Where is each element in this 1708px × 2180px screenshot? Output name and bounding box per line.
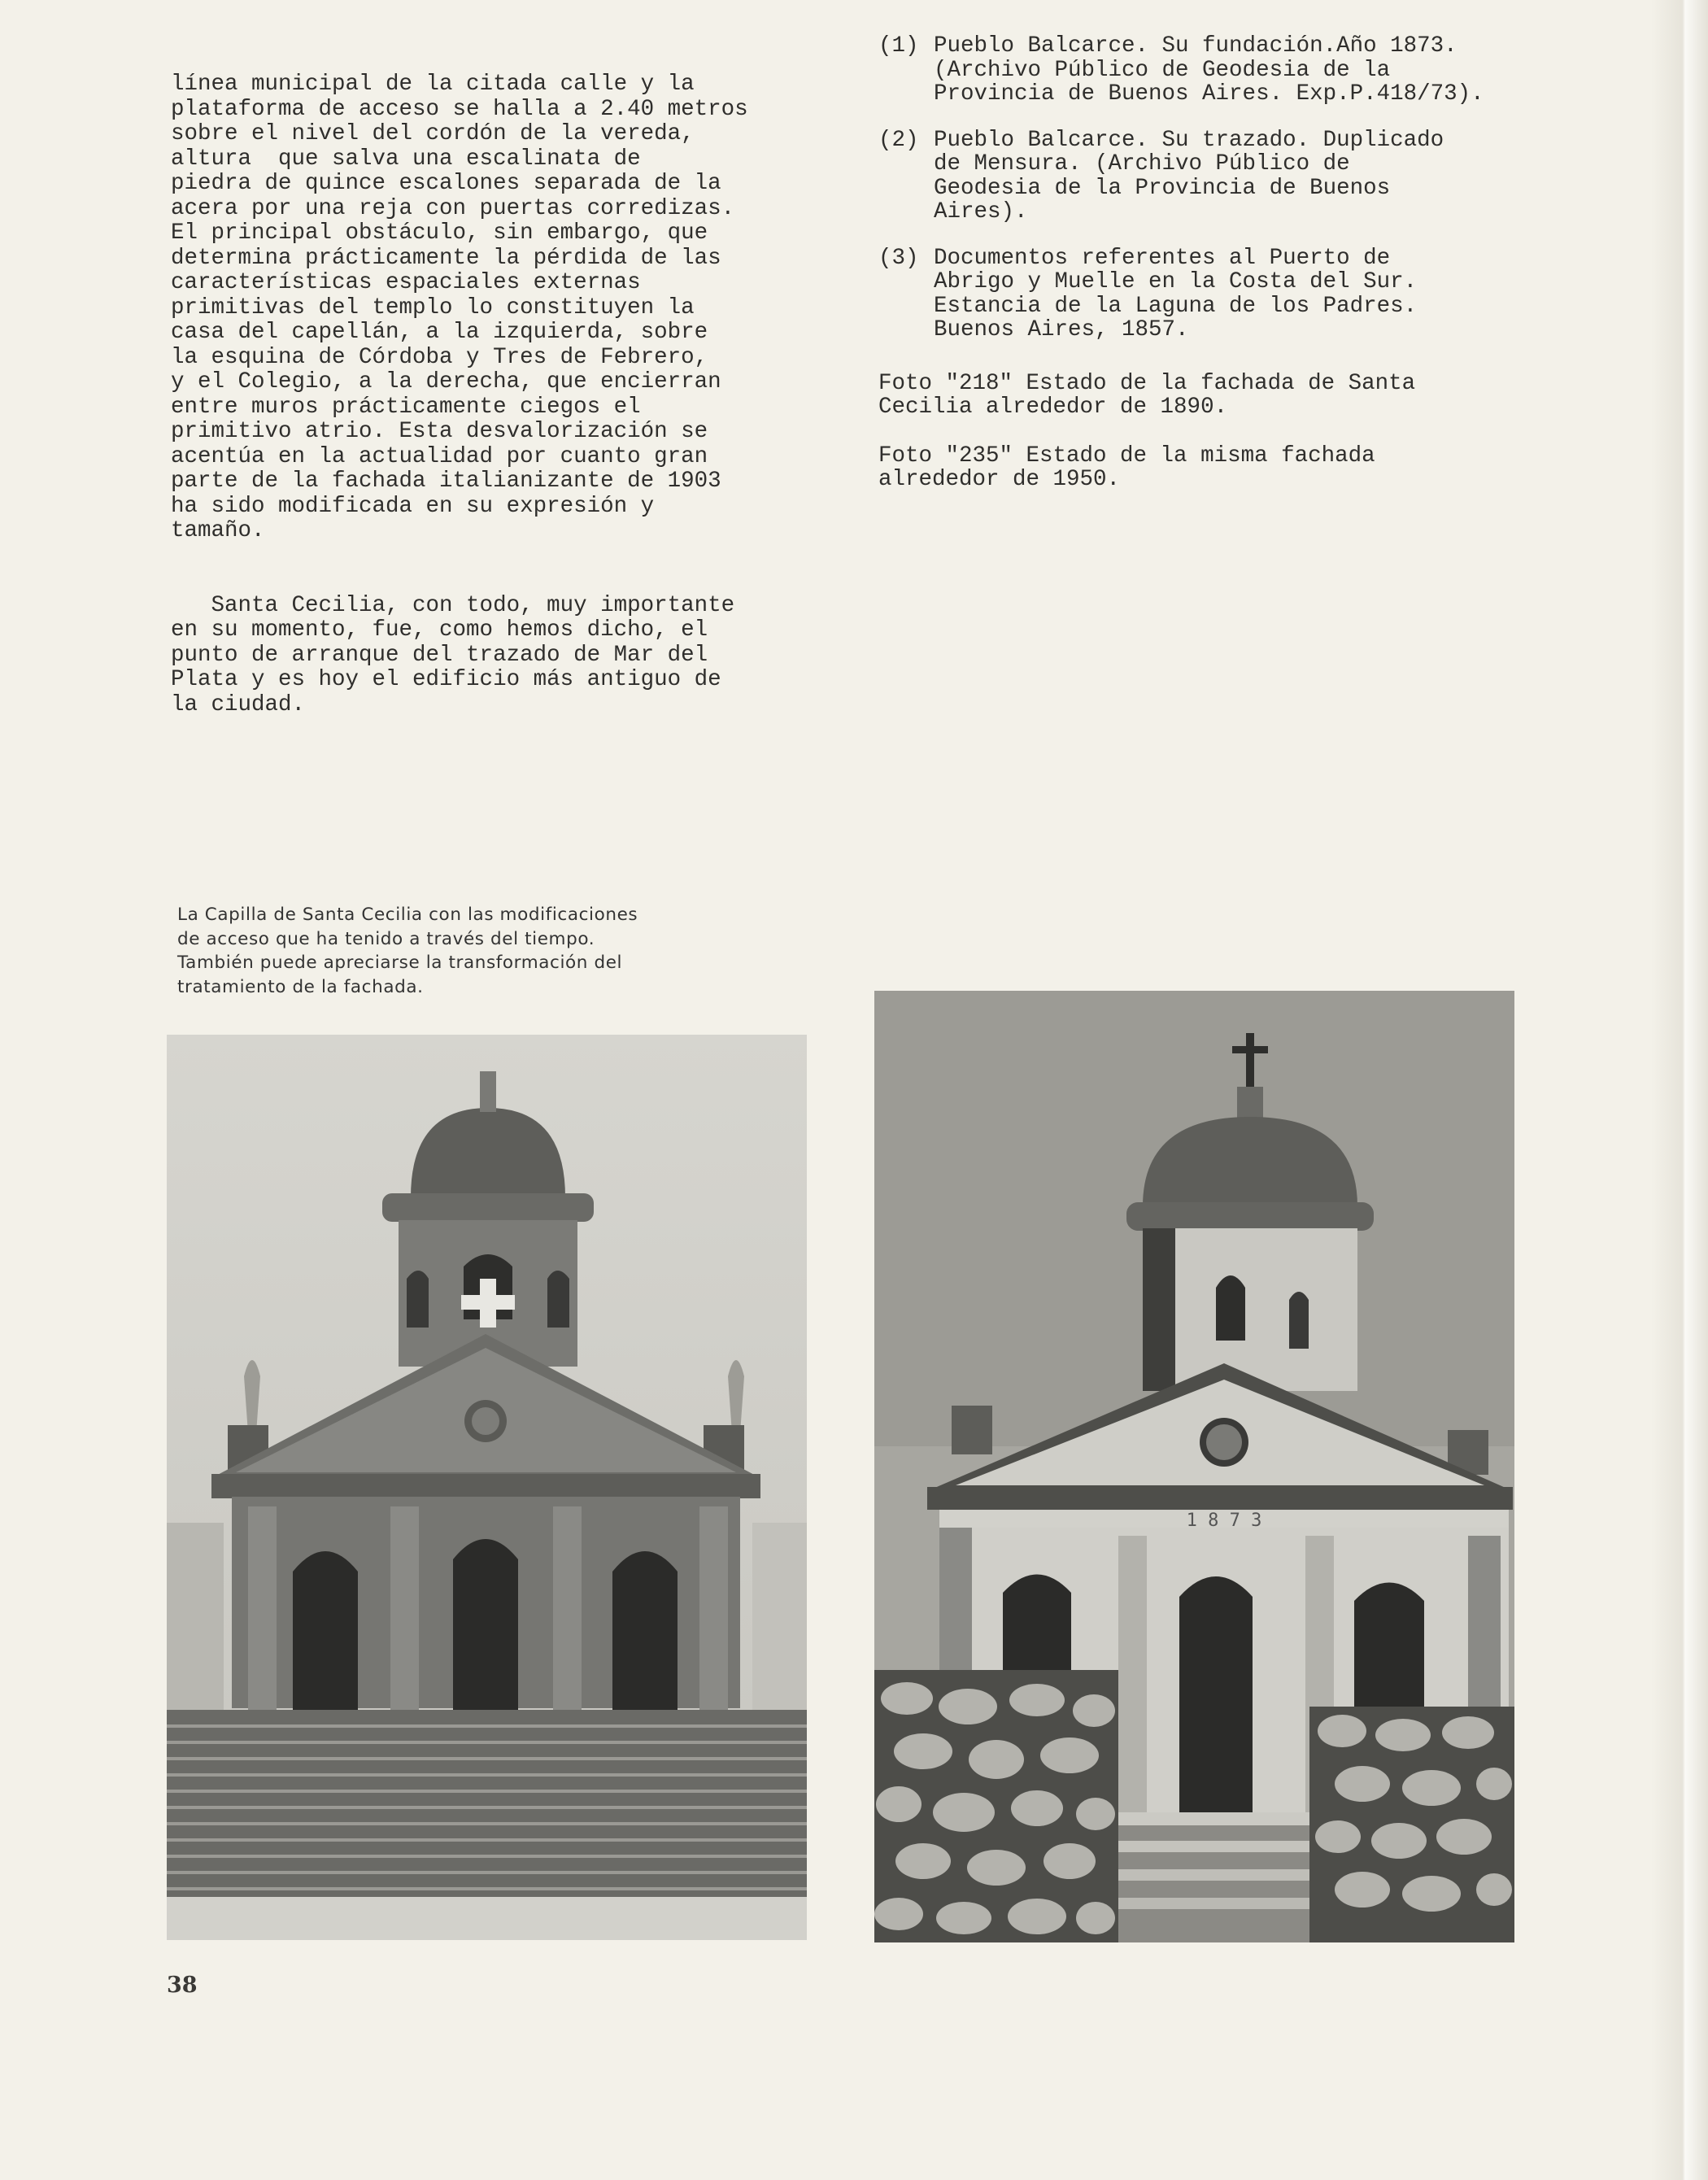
footnotes [878, 34, 1594, 517]
chapel-1950-illustration [874, 991, 1514, 1942]
page-edge [1651, 0, 1708, 2180]
facade-date: 1 8 7 3 [1186, 1511, 1262, 1531]
entrance-steps [1118, 1812, 1309, 1942]
footnote-text: Pueblo Balcarce. Su trazado. Duplicado de Mensura. (Archivo Público de Geodesia de la Provincia de Buenos Aires). [934, 127, 1444, 225]
footnote-number: (3) [878, 245, 919, 271]
footnote-3 [878, 246, 1594, 342]
stone-wall-right [1309, 1707, 1514, 1942]
photo-caption: La Capilla de Santa Cecilia con las modificaciones de acceso que ha tenido a través del tiempo. También puede apreciarse la transformación del tratamiento de la fachada. [177, 905, 638, 997]
photo-chapel-1890 [167, 1035, 807, 1940]
page-number: 38 [167, 1973, 198, 1998]
main-paragraph-2: Santa Cecilia, con todo, muy importante en su momento, fue, como hemos dicho, el punto de arranque del trazado de Mar del Plata y es hoy el edificio más antiguo de la ciudad. [171, 592, 735, 717]
photo-reference-235: Foto "235" Estado de la misma fachada alrededor de 1950. [878, 443, 1375, 492]
photo-reference-218: Foto "218" Estado de la fachada de Santa Cecilia alrededor de 1890. [878, 370, 1416, 420]
photo-chapel-1950 [874, 991, 1514, 1942]
footnote-text: Documentos referentes al Puerto de Abrigo y Muelle en la Costa del Sur. Estancia de la Laguna de los Padres. Buenos Aires, 1857. [934, 245, 1418, 342]
chapel-1890-illustration [167, 1035, 807, 1940]
main-text-column [171, 23, 821, 743]
footnote-number: (2) [878, 127, 919, 153]
footnote-text: Pueblo Balcarce. Su fundación.Año 1873. (Archivo Público de Geodesia de la Provincia de Buenos Aires. Exp.P.418/73). [934, 33, 1484, 107]
footnote-1 [878, 34, 1594, 107]
stairs [167, 1710, 807, 1940]
photo-references [878, 372, 1594, 492]
footnote-2 [878, 129, 1594, 225]
main-paragraph-1: línea municipal de la citada calle y la plataforma de acceso se halla a 2.40 metros sobre el nivel del cordón de la vereda, altura que salva una escalinata de piedra de quince escalones separada de la acera por una reja con puertas corredizas. El principal obstáculo, sin embargo, que determina prácticamente la pérdida de las características espaciales externas primitivas del templo lo constituyen la casa del capellán, a la izquierda, sobre la esquina de Córdoba y Tres de Febrero, y el Colegio, a la derecha, que encierran entre muros prácticamente ciegos el primitivo atrio. Esta desvalorización se acentúa en la actualidad por cuanto gran parte de la fachada italianizante de 1903 ha sido modificada en su expresión y tamaño. [171, 72, 748, 543]
footnote-number: (1) [878, 33, 919, 59]
stone-wall-left [874, 1670, 1118, 1942]
